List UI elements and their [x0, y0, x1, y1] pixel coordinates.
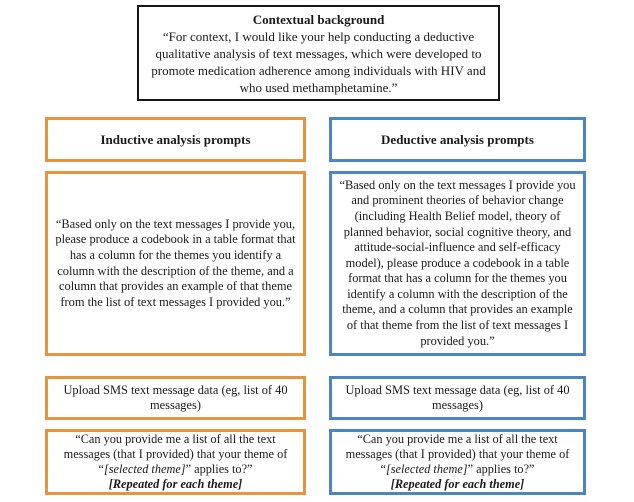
theme-query-repeat-note: [Repeated for each theme]	[390, 477, 525, 491]
contextual-background-title: Contextual background	[252, 11, 385, 27]
theme-query-prefix: “Can you provide me a list of all the text messages (that I provided) that your theme of “	[345, 432, 570, 476]
contextual-background-box	[137, 5, 500, 101]
inductive-header-box	[45, 117, 306, 162]
inductive-main-prompt-box	[45, 171, 306, 356]
theme-query-suffix: ” applies to?”	[467, 462, 535, 476]
inductive-theme-query-text	[54, 432, 297, 492]
deductive-header-box	[329, 117, 586, 162]
deductive-header-label: Deductive analysis prompts	[381, 131, 534, 147]
inductive-upload-step-box	[45, 376, 306, 420]
deductive-theme-query-text	[338, 432, 577, 492]
theme-query-suffix: ” applies to?”	[185, 462, 253, 476]
deductive-upload-step-box	[329, 376, 586, 420]
theme-query-repeat-note: [Repeated for each theme]	[108, 477, 243, 491]
theme-query-placeholder: [selected theme]	[385, 462, 468, 476]
inductive-upload-step-text: Upload SMS text message data (eg, list of 40 messages)	[63, 382, 288, 412]
deductive-upload-step-text: Upload SMS text message data (eg, list of 40 messages)	[345, 382, 570, 412]
inductive-theme-query-box	[45, 429, 306, 495]
inductive-main-prompt-text: “Based only on the text messages I provide you, please produce a codebook in a table format that has a column for the themes you identify a column with the description of the theme, and a column that provides an example of that theme from the list of text messages I provided you.”	[55, 216, 296, 309]
deductive-theme-query-box	[329, 429, 586, 495]
inductive-header-label: Inductive analysis prompts	[100, 131, 251, 147]
theme-query-prefix: “Can you provide me a list of all the text messages (that I provided) that your theme of “	[63, 432, 288, 476]
deductive-main-prompt-text: “Based only on the text messages I provide you and prominent theories of behavior change (including Health Belief model, theory of planned behavior, social cognitive theory, and attitude-social-influence and self-efficacy model), please produce a codebook in a table format that has a column for the themes you identify a column with the description of the theme, and a column that provides an example of that theme from the list of text messages I provided you.”	[339, 177, 576, 348]
deductive-main-prompt-box	[329, 171, 586, 356]
theme-query-placeholder: [selected theme]	[103, 462, 186, 476]
contextual-background-text: “For context, I would like your help conducting a deductive qualitative analysis of text messages, which were developed to promote medication adherence among individuals with HIV and who used methamphetamine.”	[151, 28, 486, 95]
